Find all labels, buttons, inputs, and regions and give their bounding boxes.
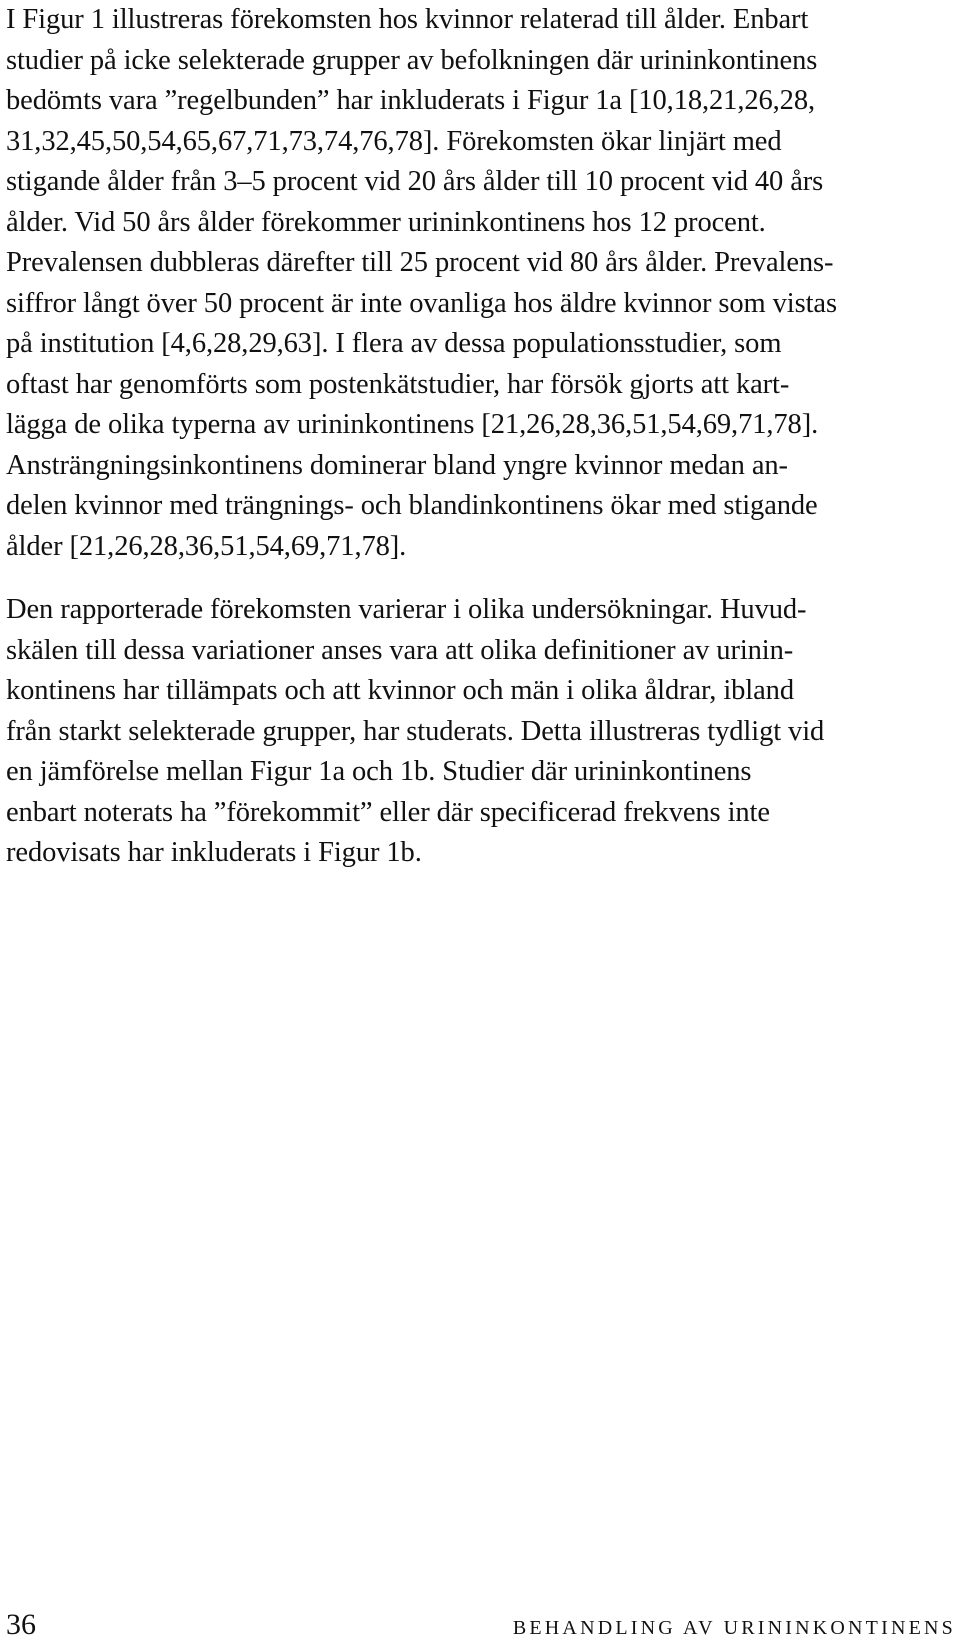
paragraph-line: Prevalensen dubbleras därefter till 25 procent vid 80 års ålder. Prevalens- <box>6 247 834 278</box>
paragraph-2 <box>6 590 956 874</box>
paragraph-line: på institution [4,6,28,29,63]. I flera av dessa populationsstudier, som <box>6 328 782 359</box>
page-number: 36 <box>6 1608 36 1641</box>
paragraph-line: lägga de olika typerna av urininkontinens [21,26,28,36,51,54,69,71,78]. <box>6 409 819 440</box>
paragraph-line: en jämförelse mellan Figur 1a och 1b. Studier där urininkontinens <box>6 756 752 787</box>
paragraph-line: 31,32,45,50,54,65,67,71,73,74,76,78]. Förekomsten ökar linjärt med <box>6 125 782 157</box>
paragraph-line: kontinens har tillämpats och att kvinnor och män i olika åldrar, ibland <box>6 675 794 706</box>
page-footer <box>6 1607 956 1647</box>
paragraph-line: I Figur 1 illustreras förekomsten hos kvinnor relaterad till ålder. Enbart <box>6 4 809 35</box>
paragraph-line: siffror långt över 50 procent är inte ovanliga hos äldre kvinnor som vistas <box>6 287 837 319</box>
paragraph-line: ålder [21,26,28,36,51,54,69,71,78]. <box>6 530 407 562</box>
paragraph-line: stigande ålder från 3–5 procent vid 20 års ålder till 10 procent vid 40 års <box>6 166 824 197</box>
page-body <box>6 0 956 874</box>
paragraph-line: enbart noterats ha ”förekommit” eller där specificerad frekvens inte <box>6 796 770 828</box>
paragraph-line: Den rapporterade förekomsten varierar i olika undersökningar. Huvud- <box>6 594 807 625</box>
paragraph-line: oftast har genomförts som postenkätstudier, har försök gjorts att kart- <box>6 368 790 400</box>
paragraph-line: från starkt selekterade grupper, har studerats. Detta illustreras tydligt vid <box>6 715 825 747</box>
paragraph-line: studier på icke selekterade grupper av befolkningen där urininkontinens <box>6 44 818 76</box>
paragraph-line: delen kvinnor med trängnings- och blandinkontinens ökar med stigande <box>6 490 818 521</box>
paragraph-1 <box>6 0 956 567</box>
running-title: BEHANDLING AV URININKONTINENS <box>512 1617 956 1639</box>
paragraph-line: redovisats har inkluderats i Figur 1b. <box>6 837 422 868</box>
paragraph-line: skälen till dessa variationer anses vara att olika definitioner av urinin- <box>6 634 794 666</box>
paragraph-line: ålder. Vid 50 års ålder förekommer urininkontinens hos 12 procent. <box>6 206 766 238</box>
paragraph-line: bedömts vara ”regelbunden” har inkluderats i Figur 1a [10,18,21,26,28, <box>6 85 815 116</box>
paragraph-line: Ansträngningsinkontinens dominerar bland yngre kvinnor medan an- <box>6 449 788 481</box>
